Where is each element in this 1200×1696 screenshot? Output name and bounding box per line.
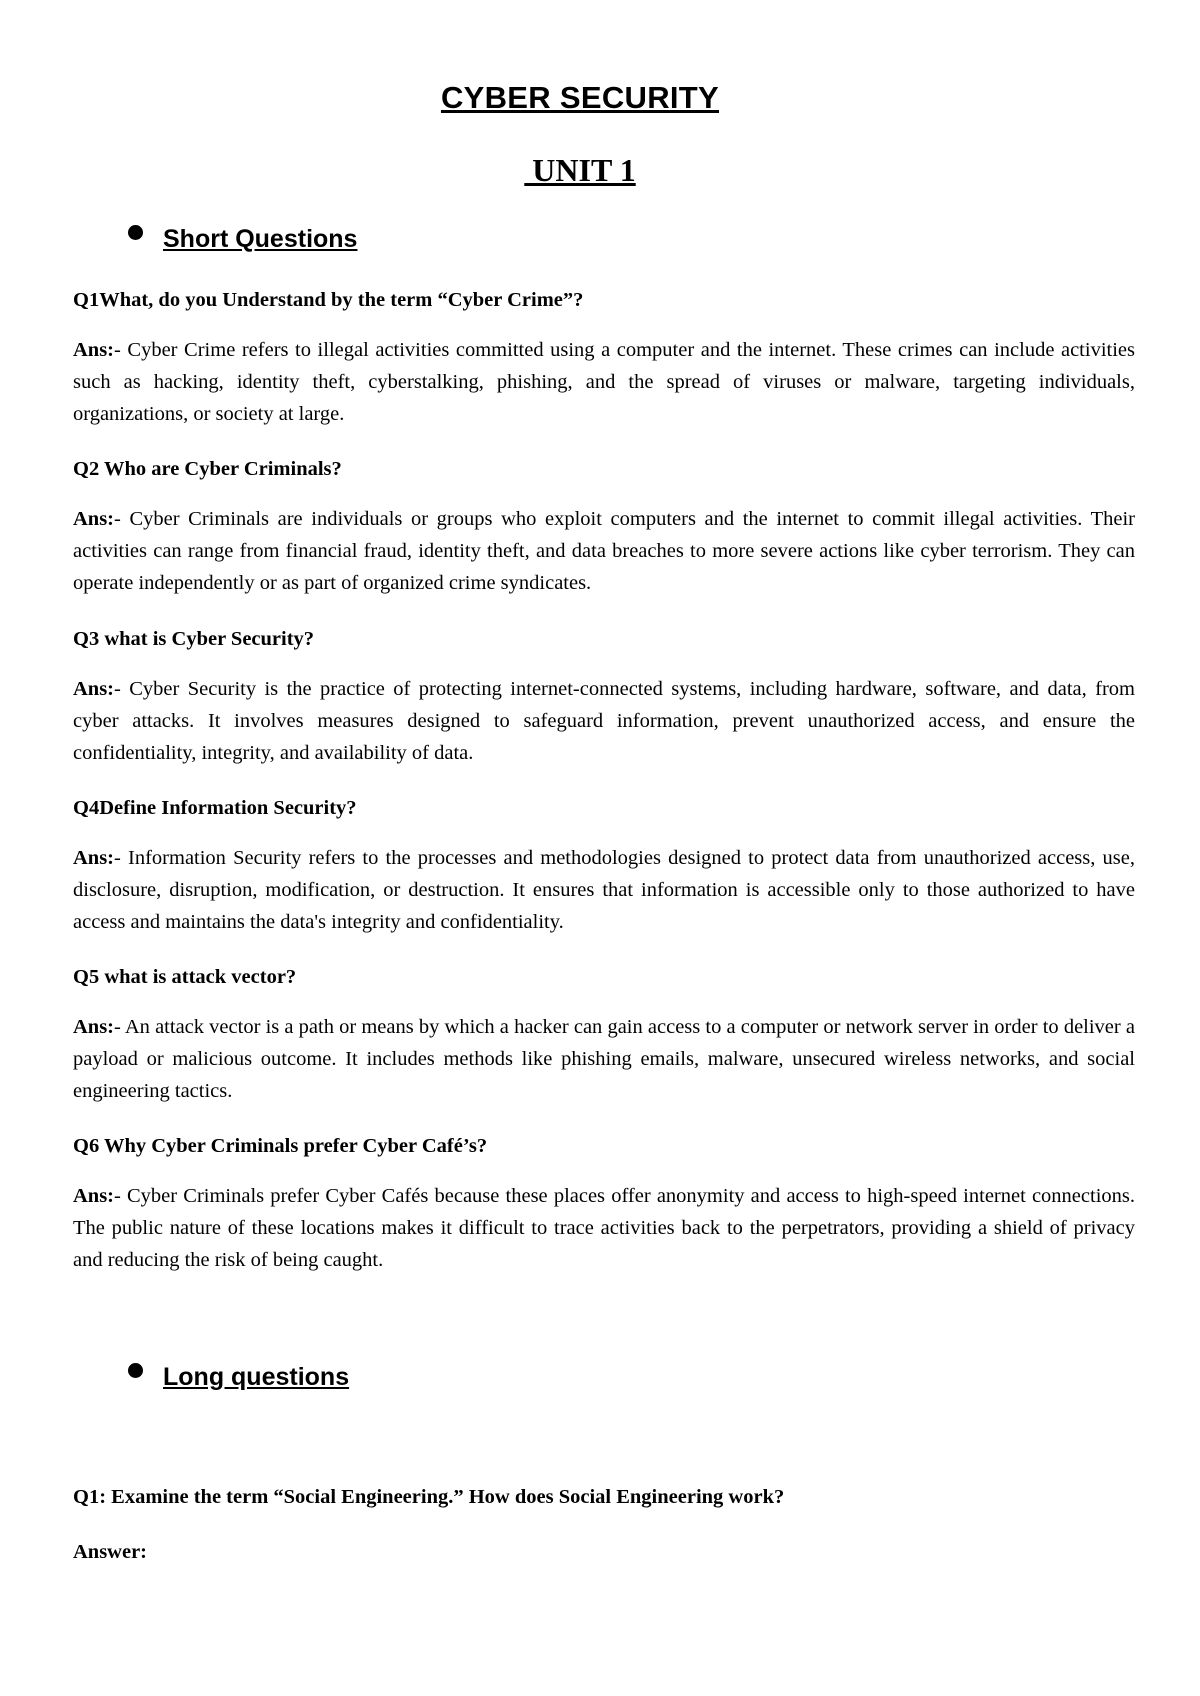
- answer-text: - Cyber Criminals are individuals or groups who exploit computers and the internet to commit illegal activities. Their activities can range from financial fraud, identity theft, and data breaches to more severe actions like cyber terrorism. They can operate independently or as part of organized crime syndicates.: [73, 508, 1135, 594]
- qa-item-2: [73, 455, 1135, 599]
- question-1: Q1What, do you Understand by the term “Cyber Crime”?: [73, 289, 584, 311]
- answer-4: [73, 842, 1135, 938]
- qa-item-1: [73, 286, 1135, 430]
- answer-label: Ans:: [73, 847, 115, 869]
- qa-item-3: [73, 625, 1135, 769]
- bullet-icon: [128, 225, 143, 240]
- answer-label: Ans:: [73, 678, 115, 700]
- answer-2: [73, 503, 1135, 599]
- document-title: CYBER SECURITY: [440, 80, 720, 115]
- answer-1: [73, 334, 1135, 430]
- short-questions-heading: [128, 222, 357, 256]
- qa-item-5: [73, 963, 1135, 1107]
- answer-6: [73, 1180, 1135, 1276]
- answer-text: - Information Security refers to the processes and methodologies designed to protect data from unauthorized access, use, disclosure, disruption, modification, or destruction. It ensures that information is accessible only to those authorized to have access and maintains the data's integrity and confidentiality.: [73, 847, 1135, 933]
- question-2: Q2 Who are Cyber Criminals?: [73, 458, 342, 480]
- long-answer-label: Answer:: [73, 1541, 148, 1563]
- answer-label: Ans:: [73, 339, 115, 361]
- answer-text: - Cyber Criminals prefer Cyber Cafés because these places offer anonymity and access to high-speed internet connections. The public nature of these locations makes it difficult to trace activities back to the perpetrators, providing a shield of privacy and reducing the risk of being caught.: [73, 1185, 1135, 1271]
- qa-item-4: [73, 794, 1135, 938]
- qa-item-6: [73, 1132, 1135, 1276]
- unit-heading: UNIT 1: [524, 152, 636, 188]
- answer-5: [73, 1011, 1135, 1107]
- short-questions-label: Short Questions: [163, 225, 358, 253]
- answer-text: - Cyber Crime refers to illegal activities committed using a computer and the internet. These crimes can include activities such as hacking, identity theft, cyberstalking, phishing, and the spread of viruses or malware, targeting individuals, organizations, or society at large.: [73, 339, 1135, 425]
- answer-text: - An attack vector is a path or means by which a hacker can gain access to a computer or network server in order to deliver a payload or malicious outcome. It includes methods like phishing emails, malware, unsecured wireless networks, and social engineering tactics.: [73, 1016, 1135, 1102]
- long-question-1: Q1: Examine the term “Social Engineering.” How does Social Engineering work?: [73, 1486, 785, 1508]
- answer-label: Ans:: [73, 1185, 115, 1207]
- long-questions-label: Long questions: [163, 1363, 350, 1391]
- answer-text: - Cyber Security is the practice of protecting internet-connected systems, including hardware, software, and data, from cyber attacks. It involves measures designed to safeguard information, prevent unauthorized access, and ensure the confidentiality, integrity, and availability of data.: [73, 678, 1135, 764]
- answer-label: Ans:: [73, 508, 115, 530]
- long-questions-heading: [128, 1360, 349, 1394]
- answer-label: Ans:: [73, 1016, 115, 1038]
- question-6: Q6 Why Cyber Criminals prefer Cyber Café’s?: [73, 1135, 488, 1157]
- question-3: Q3 what is Cyber Security?: [73, 628, 315, 650]
- question-4: Q4Define Information Security?: [73, 797, 357, 819]
- answer-3: [73, 673, 1135, 769]
- bullet-icon: [128, 1363, 143, 1378]
- question-5: Q5 what is attack vector?: [73, 966, 297, 988]
